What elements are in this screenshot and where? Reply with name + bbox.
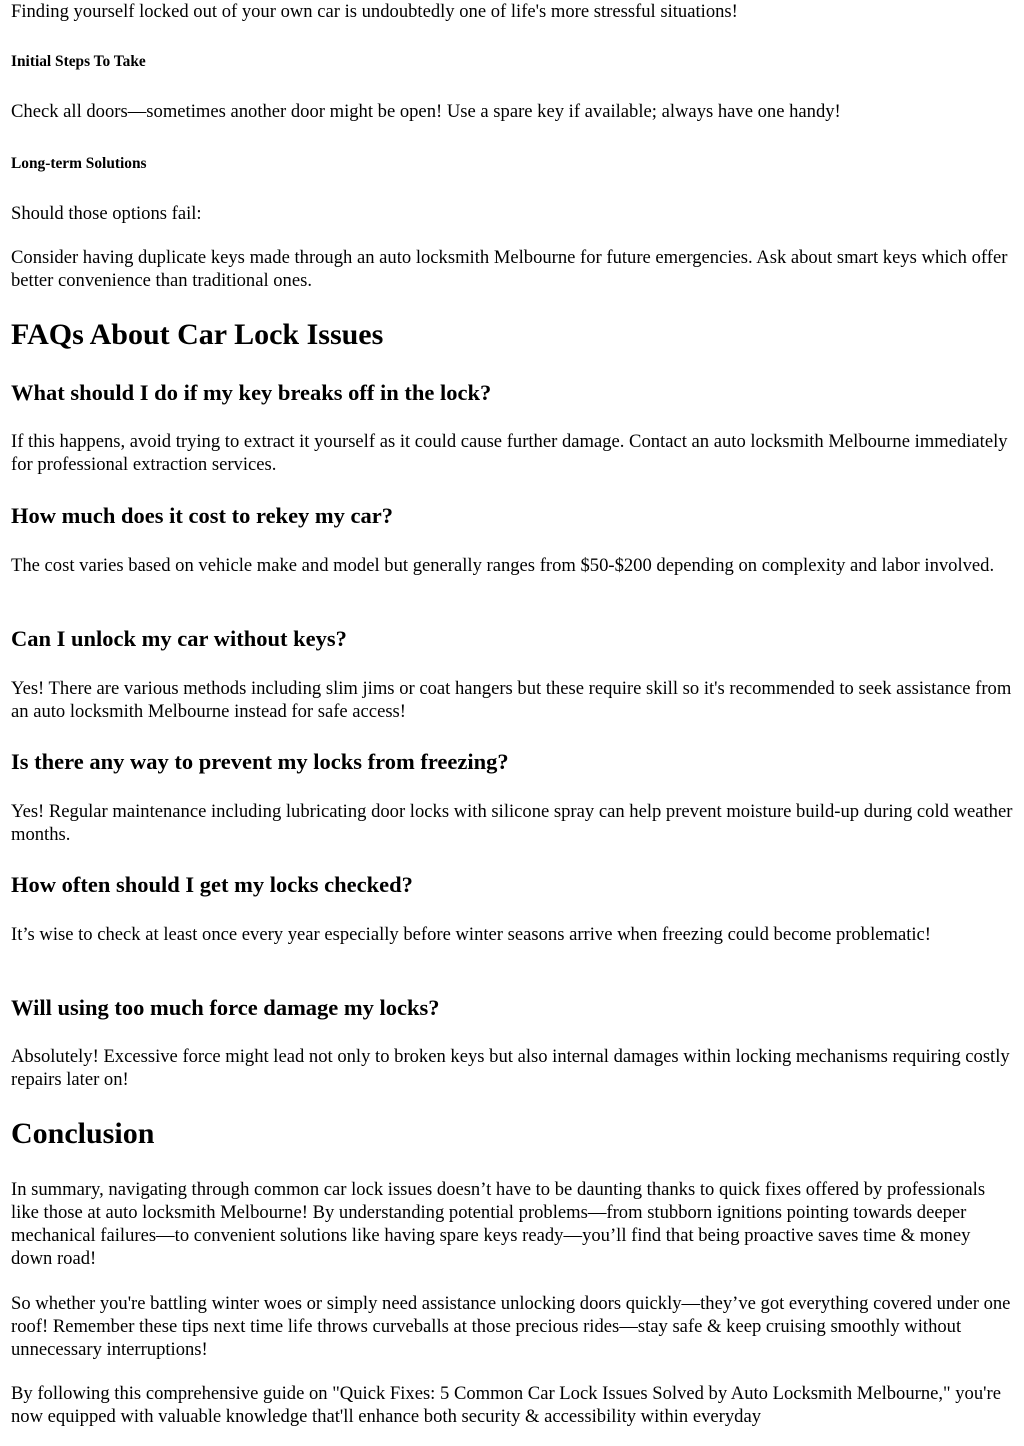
faq-answer: It’s wise to check at least once every year especially before winter seasons arrive when freezing could become problematic! [11, 924, 931, 945]
faq-question: Can I unlock my car without keys? [11, 626, 347, 651]
faq-answer: Yes! Regular maintenance including lubricating door locks with silicone spray can help prevent moisture build-up during cold weather months. [11, 801, 1013, 845]
conclusion-heading: Conclusion [11, 1117, 155, 1150]
intro-paragraph: Finding yourself locked out of your own car is undoubtedly one of life's more stressful situations! [11, 1, 738, 22]
conclusion-paragraph: By following this comprehensive guide on "Quick Fixes: 5 Common Car Lock Issues Solved by Auto Locksmith Melbourne," you're now equipped with valuable knowledge that'll enhance both security & accessibility within everyday [11, 1383, 1001, 1427]
faqs-heading: FAQs About Car Lock Issues [11, 318, 384, 351]
conclusion-paragraph: In summary, navigating through common car lock issues doesn’t have to be daunting thanks to quick fixes offered by professionals like those at auto locksmith Melbourne! By understanding potential problems—from stubborn ignitions pointing towards deeper mechanical failures—to convenient solutions like having spare keys ready—you’ll find that being proactive saves time & money down road! [11, 1179, 986, 1269]
faq-answer: Yes! There are various methods including slim jims or coat hangers but these require skill so it's recommended to seek assistance from an auto locksmith Melbourne instead for safe access! [11, 678, 1012, 722]
long-term-heading: Long-term Solutions [11, 155, 147, 172]
faq-question: How often should I get my locks checked? [11, 872, 413, 897]
faq-answer: If this happens, avoid trying to extract it yourself as it could cause further damage. Contact an auto locksmith Melbourne immediately for professional extraction services. [11, 431, 1008, 475]
faq-question: What should I do if my key breaks off in the lock? [11, 380, 492, 405]
long-term-paragraph: Consider having duplicate keys made through an auto locksmith Melbourne for future emergencies. Ask about smart keys which offer better convenience than traditional ones. [11, 247, 1008, 291]
faq-answer: The cost varies based on vehicle make and model but generally ranges from $50-$200 depending on complexity and labor involved. [11, 555, 995, 576]
faq-answer: Absolutely! Excessive force might lead not only to broken keys but also internal damages within locking mechanisms requiring costly repairs later on! [11, 1046, 1010, 1090]
conclusion-paragraph: So whether you're battling winter woes or simply need assistance unlocking doors quickly—they’ve got everything covered under one roof! Remember these tips next time life throws curveballs at those precious rides—stay safe & keep cruising smoothly without unnecessary interruptions! [11, 1293, 1011, 1360]
faq-question: Will using too much force damage my locks? [11, 995, 440, 1020]
long-term-lead-paragraph: Should those options fail: [11, 203, 202, 224]
initial-steps-paragraph: Check all doors—sometimes another door might be open! Use a spare key if available; always have one handy! [11, 101, 841, 122]
initial-steps-heading: Initial Steps To Take [11, 53, 146, 70]
faq-question: How much does it cost to rekey my car? [11, 503, 394, 528]
faq-question: Is there any way to prevent my locks from freezing? [11, 749, 509, 774]
